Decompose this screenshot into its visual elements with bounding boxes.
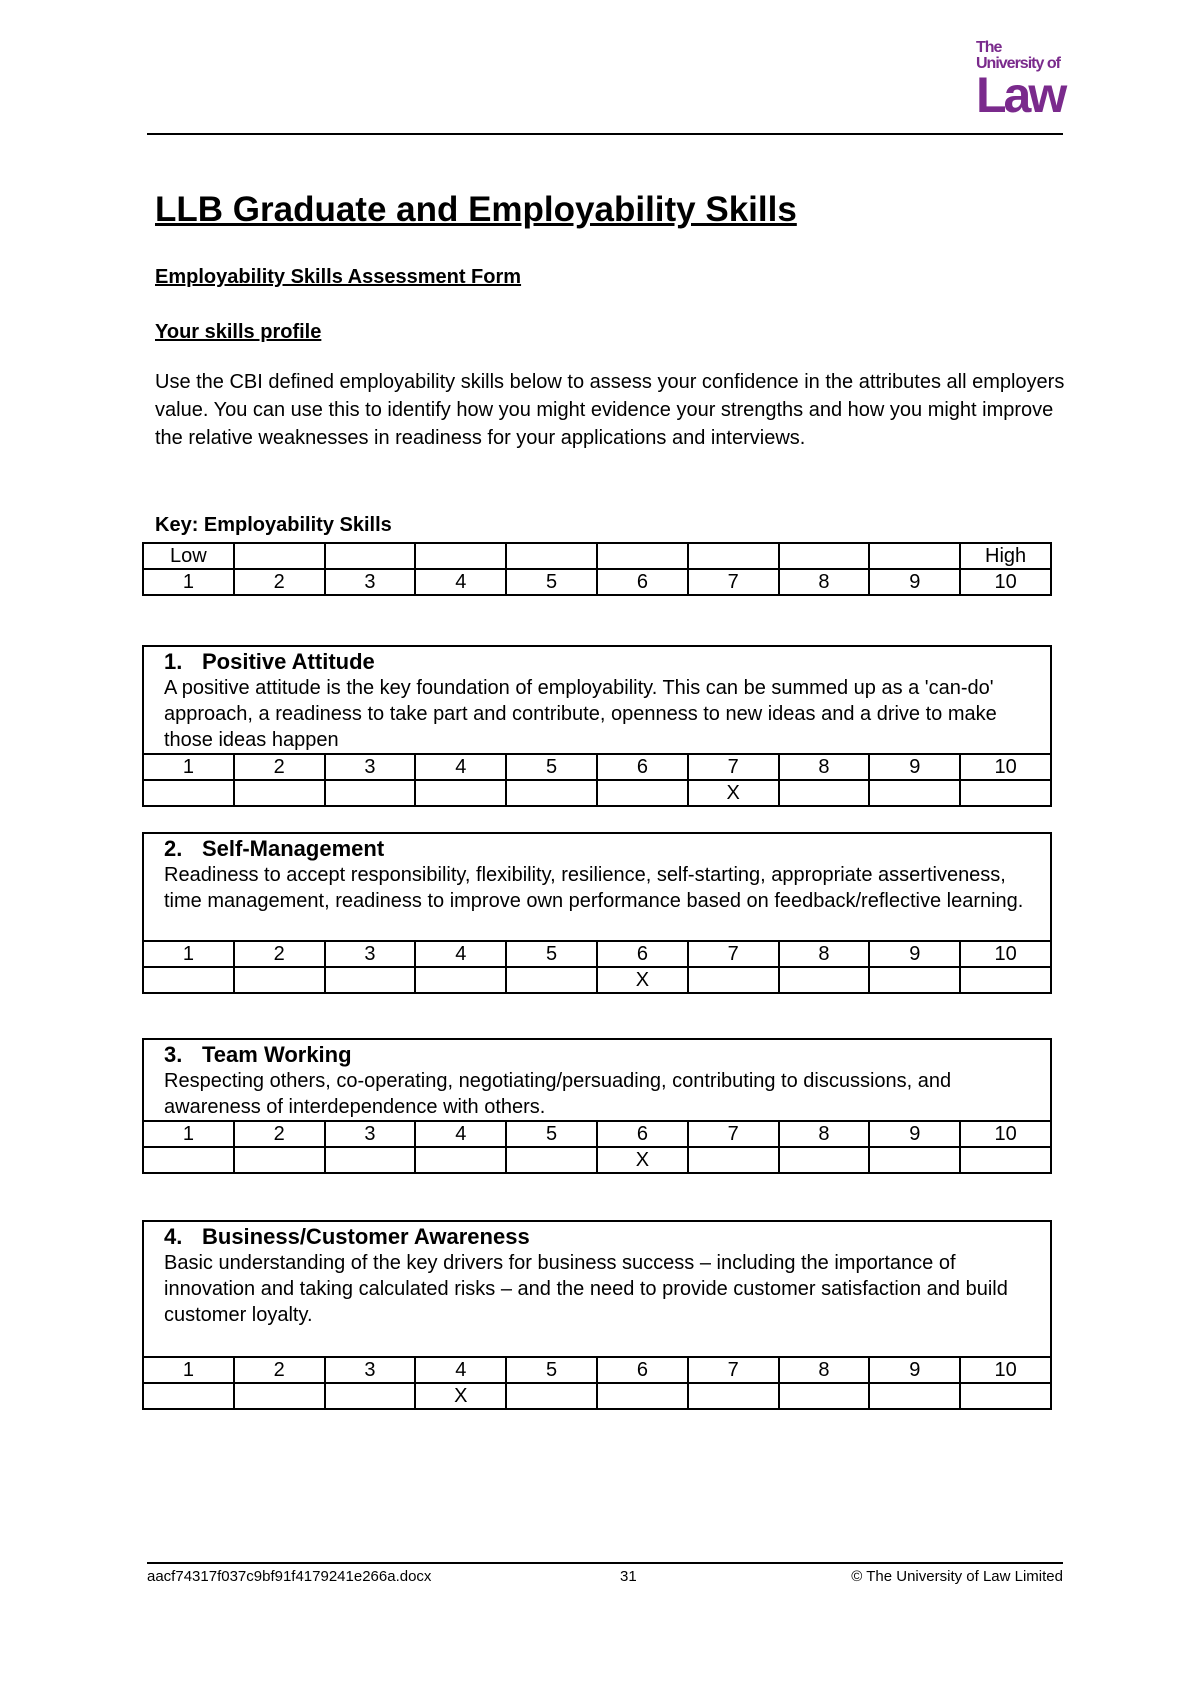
key-table — [142, 542, 1052, 596]
skill-description: Readiness to accept responsibility, flexibility, resilience, self-starting, appropriate assertiveness, time management, readiness to improve own performance based on feedback/reflective learning. — [164, 864, 1024, 912]
scale-cell: 9 — [869, 1121, 960, 1147]
mark-cell[interactable] — [869, 1383, 960, 1409]
skill-description: Respecting others, co-operating, negotiating/persuading, contributing to discussions, and awareness of interdependence with others. — [164, 1070, 952, 1118]
university-of-law-logo — [976, 39, 1072, 123]
section-heading: Your skills profile — [155, 321, 322, 343]
rating-mark-row — [143, 1383, 1051, 1409]
mark-cell[interactable] — [869, 967, 960, 993]
mark-cell[interactable] — [597, 780, 688, 806]
mark-cell[interactable] — [415, 967, 506, 993]
mark-cell[interactable] — [506, 967, 597, 993]
key-scale-cell: 9 — [869, 569, 960, 595]
scale-cell: 1 — [143, 941, 234, 967]
skill-block-team-working — [142, 1038, 1052, 1174]
key-scale-cell: 5 — [506, 569, 597, 595]
rating-scale-row — [143, 1357, 1051, 1383]
scale-cell: 7 — [688, 941, 779, 967]
mark-cell[interactable] — [415, 780, 506, 806]
rating-table — [142, 753, 1052, 807]
scale-cell: 4 — [415, 754, 506, 780]
footer-page-number: 31 — [620, 1568, 637, 1585]
mark-cell[interactable] — [234, 780, 325, 806]
skill-block-positive-attitude — [142, 645, 1052, 807]
mark-cell[interactable]: X — [688, 780, 779, 806]
mark-cell[interactable] — [597, 1383, 688, 1409]
skill-description: Basic understanding of the key drivers for business success – including the importance of innovation and taking calculated risks – and the need to provide customer satisfaction and build customer loyalty. — [164, 1252, 1008, 1326]
intro-paragraph: Use the CBI defined employability skills below to assess your confidence in the attributes all employers value. You can use this to identify how you might evidence your strengths and how you might improve the relative weaknesses in readiness for your applications and interviews. — [155, 371, 1065, 449]
mark-cell[interactable] — [688, 967, 779, 993]
footer-copyright: © The University of Law Limited — [851, 1568, 1063, 1585]
logo-line-1: The — [976, 39, 1002, 56]
scale-cell: 5 — [506, 754, 597, 780]
key-scale-cell: 6 — [597, 569, 688, 595]
mark-cell[interactable] — [960, 780, 1051, 806]
skill-title — [164, 836, 1030, 862]
scale-cell: 5 — [506, 1121, 597, 1147]
scale-cell: 3 — [325, 1357, 416, 1383]
scale-cell: 10 — [960, 754, 1051, 780]
scale-cell: 4 — [415, 1121, 506, 1147]
scale-cell: 1 — [143, 754, 234, 780]
skill-block-business-customer-awareness — [142, 1220, 1052, 1410]
rating-table — [142, 1356, 1052, 1410]
scale-cell: 7 — [688, 1121, 779, 1147]
mark-cell[interactable] — [325, 1383, 416, 1409]
scale-cell: 9 — [869, 1357, 960, 1383]
rating-table — [142, 1120, 1052, 1174]
scale-cell: 6 — [597, 1357, 688, 1383]
rating-scale-row — [143, 1121, 1051, 1147]
scale-cell: 8 — [779, 754, 870, 780]
scale-cell: 2 — [234, 754, 325, 780]
mark-cell[interactable] — [325, 1147, 416, 1173]
key-scale-cell: 2 — [234, 569, 325, 595]
scale-cell: 6 — [597, 1121, 688, 1147]
scale-cell: 1 — [143, 1121, 234, 1147]
scale-cell: 8 — [779, 1357, 870, 1383]
key-scale-cell: 10 — [960, 569, 1051, 595]
skill-number: 3. — [164, 1042, 183, 1067]
key-scale-cell: 1 — [143, 569, 234, 595]
rating-scale-row — [143, 754, 1051, 780]
scale-cell: 4 — [415, 941, 506, 967]
scale-cell: 1 — [143, 1357, 234, 1383]
rating-table — [142, 940, 1052, 994]
skill-title — [164, 1042, 1030, 1068]
key-range-row — [143, 543, 1051, 569]
form-subtitle: Employability Skills Assessment Form — [155, 266, 522, 288]
key-scale-cell: 8 — [779, 569, 870, 595]
skill-name: Self-Management — [202, 836, 385, 861]
rating-mark-row — [143, 780, 1051, 806]
mark-cell[interactable] — [779, 780, 870, 806]
mark-cell[interactable] — [688, 1383, 779, 1409]
scale-cell: 3 — [325, 941, 416, 967]
key-high-cell: High — [960, 543, 1051, 569]
scale-cell: 4 — [415, 1357, 506, 1383]
mark-cell[interactable] — [143, 780, 234, 806]
mark-cell[interactable] — [960, 1383, 1051, 1409]
scale-cell: 9 — [869, 754, 960, 780]
skill-name: Team Working — [202, 1042, 352, 1067]
key-scale-cell: 3 — [325, 569, 416, 595]
mark-cell[interactable] — [415, 1147, 506, 1173]
mark-cell[interactable] — [779, 967, 870, 993]
skill-name: Positive Attitude — [202, 649, 375, 674]
key-scale-row — [143, 569, 1051, 595]
skill-number: 1. — [164, 649, 183, 674]
skill-title — [164, 649, 1030, 675]
mark-cell[interactable] — [325, 780, 416, 806]
scale-cell: 8 — [779, 1121, 870, 1147]
scale-cell: 3 — [325, 1121, 416, 1147]
rating-scale-row — [143, 941, 1051, 967]
page-title: LLB Graduate and Employability Skills — [155, 190, 797, 229]
mark-cell[interactable] — [960, 967, 1051, 993]
mark-cell[interactable] — [234, 1383, 325, 1409]
key-scale-cell: 7 — [688, 569, 779, 595]
scale-cell: 6 — [597, 754, 688, 780]
rating-mark-row — [143, 967, 1051, 993]
mark-cell[interactable] — [234, 1147, 325, 1173]
scale-cell: 8 — [779, 941, 870, 967]
mark-cell[interactable] — [143, 1383, 234, 1409]
scale-cell: 6 — [597, 941, 688, 967]
mark-cell[interactable]: X — [415, 1383, 506, 1409]
scale-cell: 2 — [234, 941, 325, 967]
mark-cell[interactable] — [143, 967, 234, 993]
scale-cell: 10 — [960, 1121, 1051, 1147]
scale-cell: 7 — [688, 1357, 779, 1383]
header-divider — [147, 133, 1063, 135]
mark-cell[interactable] — [688, 1147, 779, 1173]
skill-title — [164, 1224, 1030, 1250]
key-scale-cell: 4 — [415, 569, 506, 595]
mark-cell[interactable] — [869, 1147, 960, 1173]
scale-cell: 7 — [688, 754, 779, 780]
footer-divider — [147, 1562, 1063, 1564]
mark-cell[interactable] — [143, 1147, 234, 1173]
mark-cell[interactable]: X — [597, 967, 688, 993]
scale-cell: 5 — [506, 1357, 597, 1383]
logo-line-2: University of — [976, 55, 1060, 72]
scale-cell: 3 — [325, 754, 416, 780]
key-label: Key: Employability Skills — [155, 514, 392, 536]
mark-cell[interactable] — [960, 1147, 1051, 1173]
logo-line-3: Law — [976, 67, 1065, 123]
scale-cell: 10 — [960, 941, 1051, 967]
scale-cell: 9 — [869, 941, 960, 967]
mark-cell[interactable] — [779, 1147, 870, 1173]
scale-cell: 2 — [234, 1357, 325, 1383]
skill-description: A positive attitude is the key foundation of employability. This can be summed up as a 'can-do' approach, a readiness to take part and contribute, openness to new ideas and a drive to make those ideas happen — [164, 677, 997, 751]
rating-mark-row — [143, 1147, 1051, 1173]
skill-number: 4. — [164, 1224, 183, 1249]
skill-name: Business/Customer Awareness — [202, 1224, 530, 1249]
skill-block-self-management — [142, 832, 1052, 994]
key-low-cell: Low — [143, 543, 234, 569]
skill-number: 2. — [164, 836, 183, 861]
mark-cell[interactable] — [779, 1383, 870, 1409]
scale-cell: 2 — [234, 1121, 325, 1147]
scale-cell: 5 — [506, 941, 597, 967]
mark-cell[interactable] — [506, 1147, 597, 1173]
mark-cell[interactable] — [869, 780, 960, 806]
scale-cell: 10 — [960, 1357, 1051, 1383]
mark-cell[interactable] — [234, 967, 325, 993]
mark-cell[interactable] — [325, 967, 416, 993]
footer-filename: aacf74317f037c9bf91f4179241e266a.docx — [147, 1568, 432, 1585]
mark-cell[interactable] — [506, 1383, 597, 1409]
mark-cell[interactable] — [506, 780, 597, 806]
mark-cell[interactable]: X — [597, 1147, 688, 1173]
